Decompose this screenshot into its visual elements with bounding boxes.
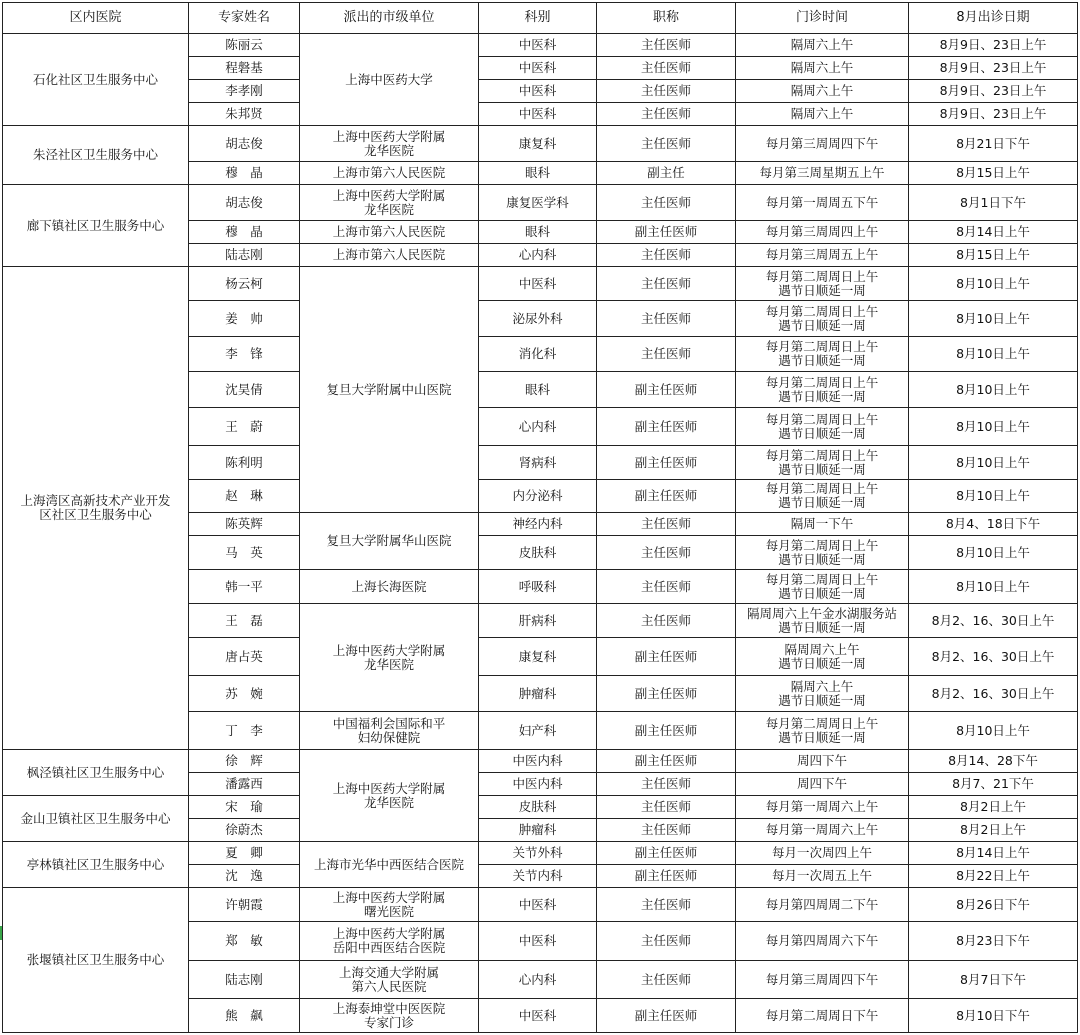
time-line: 每月第二周周日上午 (765, 537, 879, 553)
hospital-cell: 亭林镇社区卫生服务中心 (3, 842, 189, 888)
dept-cell: 眼科 (479, 221, 597, 244)
time-line: 隔周周六上午 (784, 641, 860, 657)
expert-name: 王 磊 (189, 604, 300, 638)
time-cell: 每月第三周周四下午 (736, 126, 909, 162)
date-cell: 8月7日下午 (909, 961, 1078, 999)
time-cell: 周四下午 (736, 773, 909, 796)
dept-cell: 中医科 (479, 999, 597, 1033)
expert-name: 穆 晶 (189, 221, 300, 244)
table-row (3, 34, 1078, 57)
date-cell: 8月26日下午 (909, 888, 1078, 922)
date-cell: 8月10日上午 (909, 570, 1078, 604)
unit-line: 上海中医药大学附属 (332, 187, 446, 203)
expert-name: 胡志俊 (189, 185, 300, 221)
time-cell (736, 337, 909, 372)
dept-cell: 神经内科 (479, 513, 597, 536)
expert-name: 陈利明 (189, 446, 300, 480)
time-line: 每月第二周周日上午 (765, 571, 879, 587)
expert-name: 潘露西 (189, 773, 300, 796)
date-cell: 8月15日上午 (909, 244, 1078, 267)
date-cell: 8月9日、23日上午 (909, 103, 1078, 126)
expert-name: 陈丽云 (189, 34, 300, 57)
date-cell: 8月21日下午 (909, 126, 1078, 162)
title-cell: 主任医师 (597, 185, 736, 221)
time-line: 遇节日顺延一周 (778, 388, 866, 404)
expert-name: 姜 帅 (189, 301, 300, 337)
unit-cell: 上海市第六人民医院 (300, 221, 479, 244)
dept-cell: 皮肤科 (479, 536, 597, 570)
table-row (3, 126, 1078, 162)
dept-cell: 泌尿外科 (479, 301, 597, 337)
unit-cell (300, 185, 479, 221)
header-title: 职称 (597, 3, 736, 34)
header-hospital: 区内医院 (3, 3, 189, 34)
time-cell (736, 676, 909, 712)
unit-line: 上海泰坤堂中医医院 (332, 1000, 446, 1016)
date-cell: 8月10日上午 (909, 712, 1078, 750)
expert-name: 程磐基 (189, 57, 300, 80)
table-row (3, 267, 1078, 301)
title-cell: 主任医师 (597, 773, 736, 796)
time-line: 遇节日顺延一周 (778, 425, 866, 441)
unit-cell: 复旦大学附属华山医院 (300, 513, 479, 570)
title-cell: 主任医师 (597, 796, 736, 819)
dept-cell: 中医科 (479, 57, 597, 80)
unit-cell: 上海中医药大学 (300, 34, 479, 126)
time-cell (736, 446, 909, 480)
title-cell: 副主任医师 (597, 372, 736, 408)
unit-cell (300, 961, 479, 999)
date-cell: 8月1日下午 (909, 185, 1078, 221)
unit-line: 专家门诊 (363, 1014, 414, 1030)
dept-cell: 心内科 (479, 961, 597, 999)
title-cell: 主任医师 (597, 301, 736, 337)
dept-cell: 关节内科 (479, 865, 597, 888)
title-cell: 副主任医师 (597, 408, 736, 446)
title-cell: 主任医师 (597, 513, 736, 536)
date-cell: 8月2日上午 (909, 819, 1078, 842)
dept-cell: 心内科 (479, 408, 597, 446)
time-line: 遇节日顺延一周 (778, 317, 866, 333)
time-cell (736, 570, 909, 604)
header-dept: 科别 (479, 3, 597, 34)
time-cell: 每月第三周周四下午 (736, 961, 909, 999)
time-cell: 隔周六上午 (736, 57, 909, 80)
time-line: 遇节日顺延一周 (778, 692, 866, 708)
unit-line: 龙华医院 (363, 794, 414, 810)
expert-name: 陆志刚 (189, 244, 300, 267)
expert-name: 苏 婉 (189, 676, 300, 712)
unit-line: 龙华医院 (363, 656, 414, 672)
unit-line: 上海中医药大学附属 (332, 128, 446, 144)
unit-cell: 上海市第六人民医院 (300, 244, 479, 267)
date-cell: 8月2、16、30日上午 (909, 604, 1078, 638)
expert-name: 宋 瑜 (189, 796, 300, 819)
date-cell: 8月7、21下午 (909, 773, 1078, 796)
title-cell: 主任医师 (597, 34, 736, 57)
time-line: 每月第二周周日上午 (765, 481, 879, 496)
date-cell: 8月9日、23日上午 (909, 57, 1078, 80)
expert-name: 穆 晶 (189, 162, 300, 185)
expert-name: 陈英辉 (189, 513, 300, 536)
dept-cell: 中医内科 (479, 773, 597, 796)
date-cell: 8月10日上午 (909, 408, 1078, 446)
time-line: 遇节日顺延一周 (778, 461, 866, 477)
date-cell: 8月9日、23日上午 (909, 80, 1078, 103)
expert-name: 王 蔚 (189, 408, 300, 446)
date-cell: 8月14日上午 (909, 842, 1078, 865)
dept-cell: 肿瘤科 (479, 819, 597, 842)
title-cell: 副主任医师 (597, 638, 736, 676)
hospital-cell: 张堰镇社区卫生服务中心 (3, 888, 189, 1033)
dept-cell: 眼科 (479, 162, 597, 185)
unit-line: 上海中医药大学附属 (332, 642, 446, 658)
unit-cell (300, 888, 479, 922)
time-line: 隔周周六上午金水湖服务站 (746, 605, 897, 621)
time-line: 每月第二周周日上午 (765, 303, 879, 319)
date-cell: 8月10日上午 (909, 372, 1078, 408)
title-cell: 主任医师 (597, 570, 736, 604)
time-line: 每月第二周周日上午 (765, 339, 879, 354)
time-line: 隔周六上午 (790, 678, 854, 694)
hospital-cell: 金山卫镇社区卫生服务中心 (3, 796, 189, 842)
time-line: 每月第二周周日上午 (765, 268, 879, 284)
dept-cell: 眼科 (479, 372, 597, 408)
expert-name: 唐占英 (189, 638, 300, 676)
date-cell: 8月2、16、30日上午 (909, 676, 1078, 712)
expert-name: 陆志刚 (189, 961, 300, 999)
table-row (3, 185, 1078, 221)
dept-cell: 中医内科 (479, 750, 597, 773)
time-cell: 隔周六上午 (736, 103, 909, 126)
header-expert: 专家姓名 (189, 3, 300, 34)
time-cell (736, 604, 909, 638)
unit-line: 龙华医院 (363, 201, 414, 217)
expert-name: 马 英 (189, 536, 300, 570)
unit-line: 龙华医院 (363, 142, 414, 158)
expert-name: 李 锋 (189, 337, 300, 372)
time-cell: 每月第三周星期五上午 (736, 162, 909, 185)
unit-cell (300, 126, 479, 162)
time-cell (736, 536, 909, 570)
expert-clinic-schedule-table (2, 2, 1078, 1033)
hospital-cell (3, 267, 189, 750)
date-cell: 8月10日上午 (909, 267, 1078, 301)
date-cell: 8月15日上午 (909, 162, 1078, 185)
expert-name: 沈 逸 (189, 865, 300, 888)
expert-name: 韩一平 (189, 570, 300, 604)
header-time: 门诊时间 (736, 3, 909, 34)
hospital-cell: 枫泾镇社区卫生服务中心 (3, 750, 189, 796)
unit-line: 上海中医药大学附属 (332, 780, 446, 796)
table-row (3, 796, 1078, 819)
header-date: 8月出诊日期 (909, 3, 1078, 34)
unit-line: 上海中医药大学附属 (332, 926, 446, 941)
time-line: 每月第二周周日上午 (765, 411, 879, 427)
time-line: 遇节日顺延一周 (778, 353, 866, 368)
time-line: 遇节日顺延一周 (778, 551, 866, 567)
time-cell: 每月第一周周六上午 (736, 796, 909, 819)
table-row (3, 750, 1078, 773)
time-cell: 每月第四周周二下午 (736, 888, 909, 922)
dept-cell: 内分泌科 (479, 480, 597, 513)
title-cell: 副主任医师 (597, 750, 736, 773)
time-line: 遇节日顺延一周 (778, 729, 866, 745)
date-cell: 8月10日上午 (909, 480, 1078, 513)
title-cell: 副主任医师 (597, 221, 736, 244)
unit-cell (300, 604, 479, 712)
title-cell: 主任医师 (597, 888, 736, 922)
title-cell: 主任医师 (597, 604, 736, 638)
title-cell: 副主任医师 (597, 999, 736, 1033)
time-cell: 隔周六上午 (736, 80, 909, 103)
dept-cell: 皮肤科 (479, 796, 597, 819)
dept-cell: 心内科 (479, 244, 597, 267)
dept-cell: 肾病科 (479, 446, 597, 480)
time-cell: 每月第四周周六下午 (736, 922, 909, 961)
time-cell: 隔周一下午 (736, 513, 909, 536)
title-cell: 主任医师 (597, 536, 736, 570)
dept-cell: 消化科 (479, 337, 597, 372)
hospital-line: 区社区卫生服务中心 (39, 507, 152, 522)
time-line: 每月第二周周日上午 (765, 715, 879, 731)
table-row (3, 888, 1078, 922)
time-line: 遇节日顺延一周 (778, 282, 866, 298)
time-cell: 每月第三周周五上午 (736, 244, 909, 267)
dept-cell: 中医科 (479, 103, 597, 126)
dept-cell: 妇产科 (479, 712, 597, 750)
header-row (3, 3, 1078, 34)
title-cell: 副主任医师 (597, 676, 736, 712)
expert-name: 赵 琳 (189, 480, 300, 513)
time-line: 遇节日顺延一周 (778, 619, 866, 635)
date-cell: 8月14日上午 (909, 221, 1078, 244)
expert-name: 丁 李 (189, 712, 300, 750)
time-cell: 每月一次周五上午 (736, 865, 909, 888)
time-cell (736, 301, 909, 337)
unit-cell (300, 922, 479, 961)
unit-line: 上海中医药大学附属 (332, 889, 446, 905)
unit-cell: 上海市光华中西医结合医院 (300, 842, 479, 888)
title-cell: 主任医师 (597, 103, 736, 126)
date-cell: 8月10日上午 (909, 446, 1078, 480)
unit-line: 第六人民医院 (351, 978, 427, 994)
time-line: 遇节日顺延一周 (778, 655, 866, 671)
expert-name: 朱邦贤 (189, 103, 300, 126)
dept-cell: 关节外科 (479, 842, 597, 865)
date-cell: 8月10日上午 (909, 536, 1078, 570)
expert-name: 杨云柯 (189, 267, 300, 301)
expert-name: 沈昊倩 (189, 372, 300, 408)
title-cell: 主任医师 (597, 126, 736, 162)
unit-line: 曙光医院 (363, 903, 414, 919)
expert-name: 熊 飙 (189, 999, 300, 1033)
expert-name: 胡志俊 (189, 126, 300, 162)
hospital-cell: 朱泾社区卫生服务中心 (3, 126, 189, 185)
title-cell: 主任医师 (597, 337, 736, 372)
dept-cell: 康复医学科 (479, 185, 597, 221)
date-cell: 8月10日上午 (909, 337, 1078, 372)
title-cell: 主任医师 (597, 267, 736, 301)
unit-cell (300, 750, 479, 842)
unit-cell: 复旦大学附属中山医院 (300, 267, 479, 513)
title-cell: 副主任 (597, 162, 736, 185)
title-cell: 主任医师 (597, 244, 736, 267)
title-cell: 副主任医师 (597, 480, 736, 513)
time-line: 遇节日顺延一周 (778, 495, 866, 510)
title-cell: 主任医师 (597, 819, 736, 842)
hospital-line: 上海湾区高新技术产业开发 (20, 493, 171, 508)
header-unit: 派出的市级单位 (300, 3, 479, 34)
dept-cell: 中医科 (479, 34, 597, 57)
dept-cell: 康复科 (479, 638, 597, 676)
time-cell: 每月一次周四上午 (736, 842, 909, 865)
date-cell: 8月2、16、30日上午 (909, 638, 1078, 676)
unit-cell: 上海长海医院 (300, 570, 479, 604)
date-cell: 8月14、28下午 (909, 750, 1078, 773)
time-line: 每月第二周周日上午 (765, 374, 879, 390)
unit-cell (300, 712, 479, 750)
expert-name: 许朝霞 (189, 888, 300, 922)
expert-name: 徐蔚杰 (189, 819, 300, 842)
unit-cell: 上海市第六人民医院 (300, 162, 479, 185)
expert-name: 夏 卿 (189, 842, 300, 865)
date-cell: 8月10日上午 (909, 301, 1078, 337)
unit-cell (300, 999, 479, 1033)
time-cell: 每月第二周周日下午 (736, 999, 909, 1033)
unit-line: 中国福利会国际和平 (332, 715, 446, 731)
time-cell: 隔周六上午 (736, 34, 909, 57)
table-row (3, 842, 1078, 865)
date-cell: 8月9日、23日上午 (909, 34, 1078, 57)
date-cell: 8月10日下午 (909, 999, 1078, 1033)
title-cell: 主任医师 (597, 80, 736, 103)
title-cell: 副主任医师 (597, 865, 736, 888)
date-cell: 8月23日下午 (909, 922, 1078, 961)
dept-cell: 康复科 (479, 126, 597, 162)
title-cell: 副主任医师 (597, 842, 736, 865)
time-cell (736, 372, 909, 408)
unit-line: 岳阳中西医结合医院 (332, 940, 446, 955)
expert-name: 李孝刚 (189, 80, 300, 103)
time-cell (736, 712, 909, 750)
hospital-cell: 石化社区卫生服务中心 (3, 34, 189, 126)
time-cell (736, 480, 909, 513)
date-cell: 8月4、18日下午 (909, 513, 1078, 536)
time-cell (736, 408, 909, 446)
expert-name: 徐 辉 (189, 750, 300, 773)
dept-cell: 中医科 (479, 888, 597, 922)
expert-name: 郑 敏 (189, 922, 300, 961)
time-cell (736, 638, 909, 676)
time-cell: 每月第一周周六上午 (736, 819, 909, 842)
time-cell: 每月第三周周四上午 (736, 221, 909, 244)
unit-line: 上海交通大学附属 (338, 964, 439, 980)
dept-cell: 中医科 (479, 80, 597, 103)
title-cell: 副主任医师 (597, 712, 736, 750)
date-cell: 8月22日上午 (909, 865, 1078, 888)
time-line: 遇节日顺延一周 (778, 585, 866, 601)
time-cell: 每月第一周周五下午 (736, 185, 909, 221)
time-cell: 周四下午 (736, 750, 909, 773)
dept-cell: 肝病科 (479, 604, 597, 638)
dept-cell: 中医科 (479, 922, 597, 961)
hospital-cell: 廊下镇社区卫生服务中心 (3, 185, 189, 267)
title-cell: 主任医师 (597, 57, 736, 80)
dept-cell: 呼吸科 (479, 570, 597, 604)
time-line: 每月第二周周日上午 (765, 447, 879, 463)
title-cell: 主任医师 (597, 961, 736, 999)
date-cell: 8月2日上午 (909, 796, 1078, 819)
title-cell: 主任医师 (597, 922, 736, 961)
time-cell (736, 267, 909, 301)
title-cell: 副主任医师 (597, 446, 736, 480)
dept-cell: 中医科 (479, 267, 597, 301)
unit-line: 妇幼保健院 (357, 729, 421, 745)
dept-cell: 肿瘤科 (479, 676, 597, 712)
